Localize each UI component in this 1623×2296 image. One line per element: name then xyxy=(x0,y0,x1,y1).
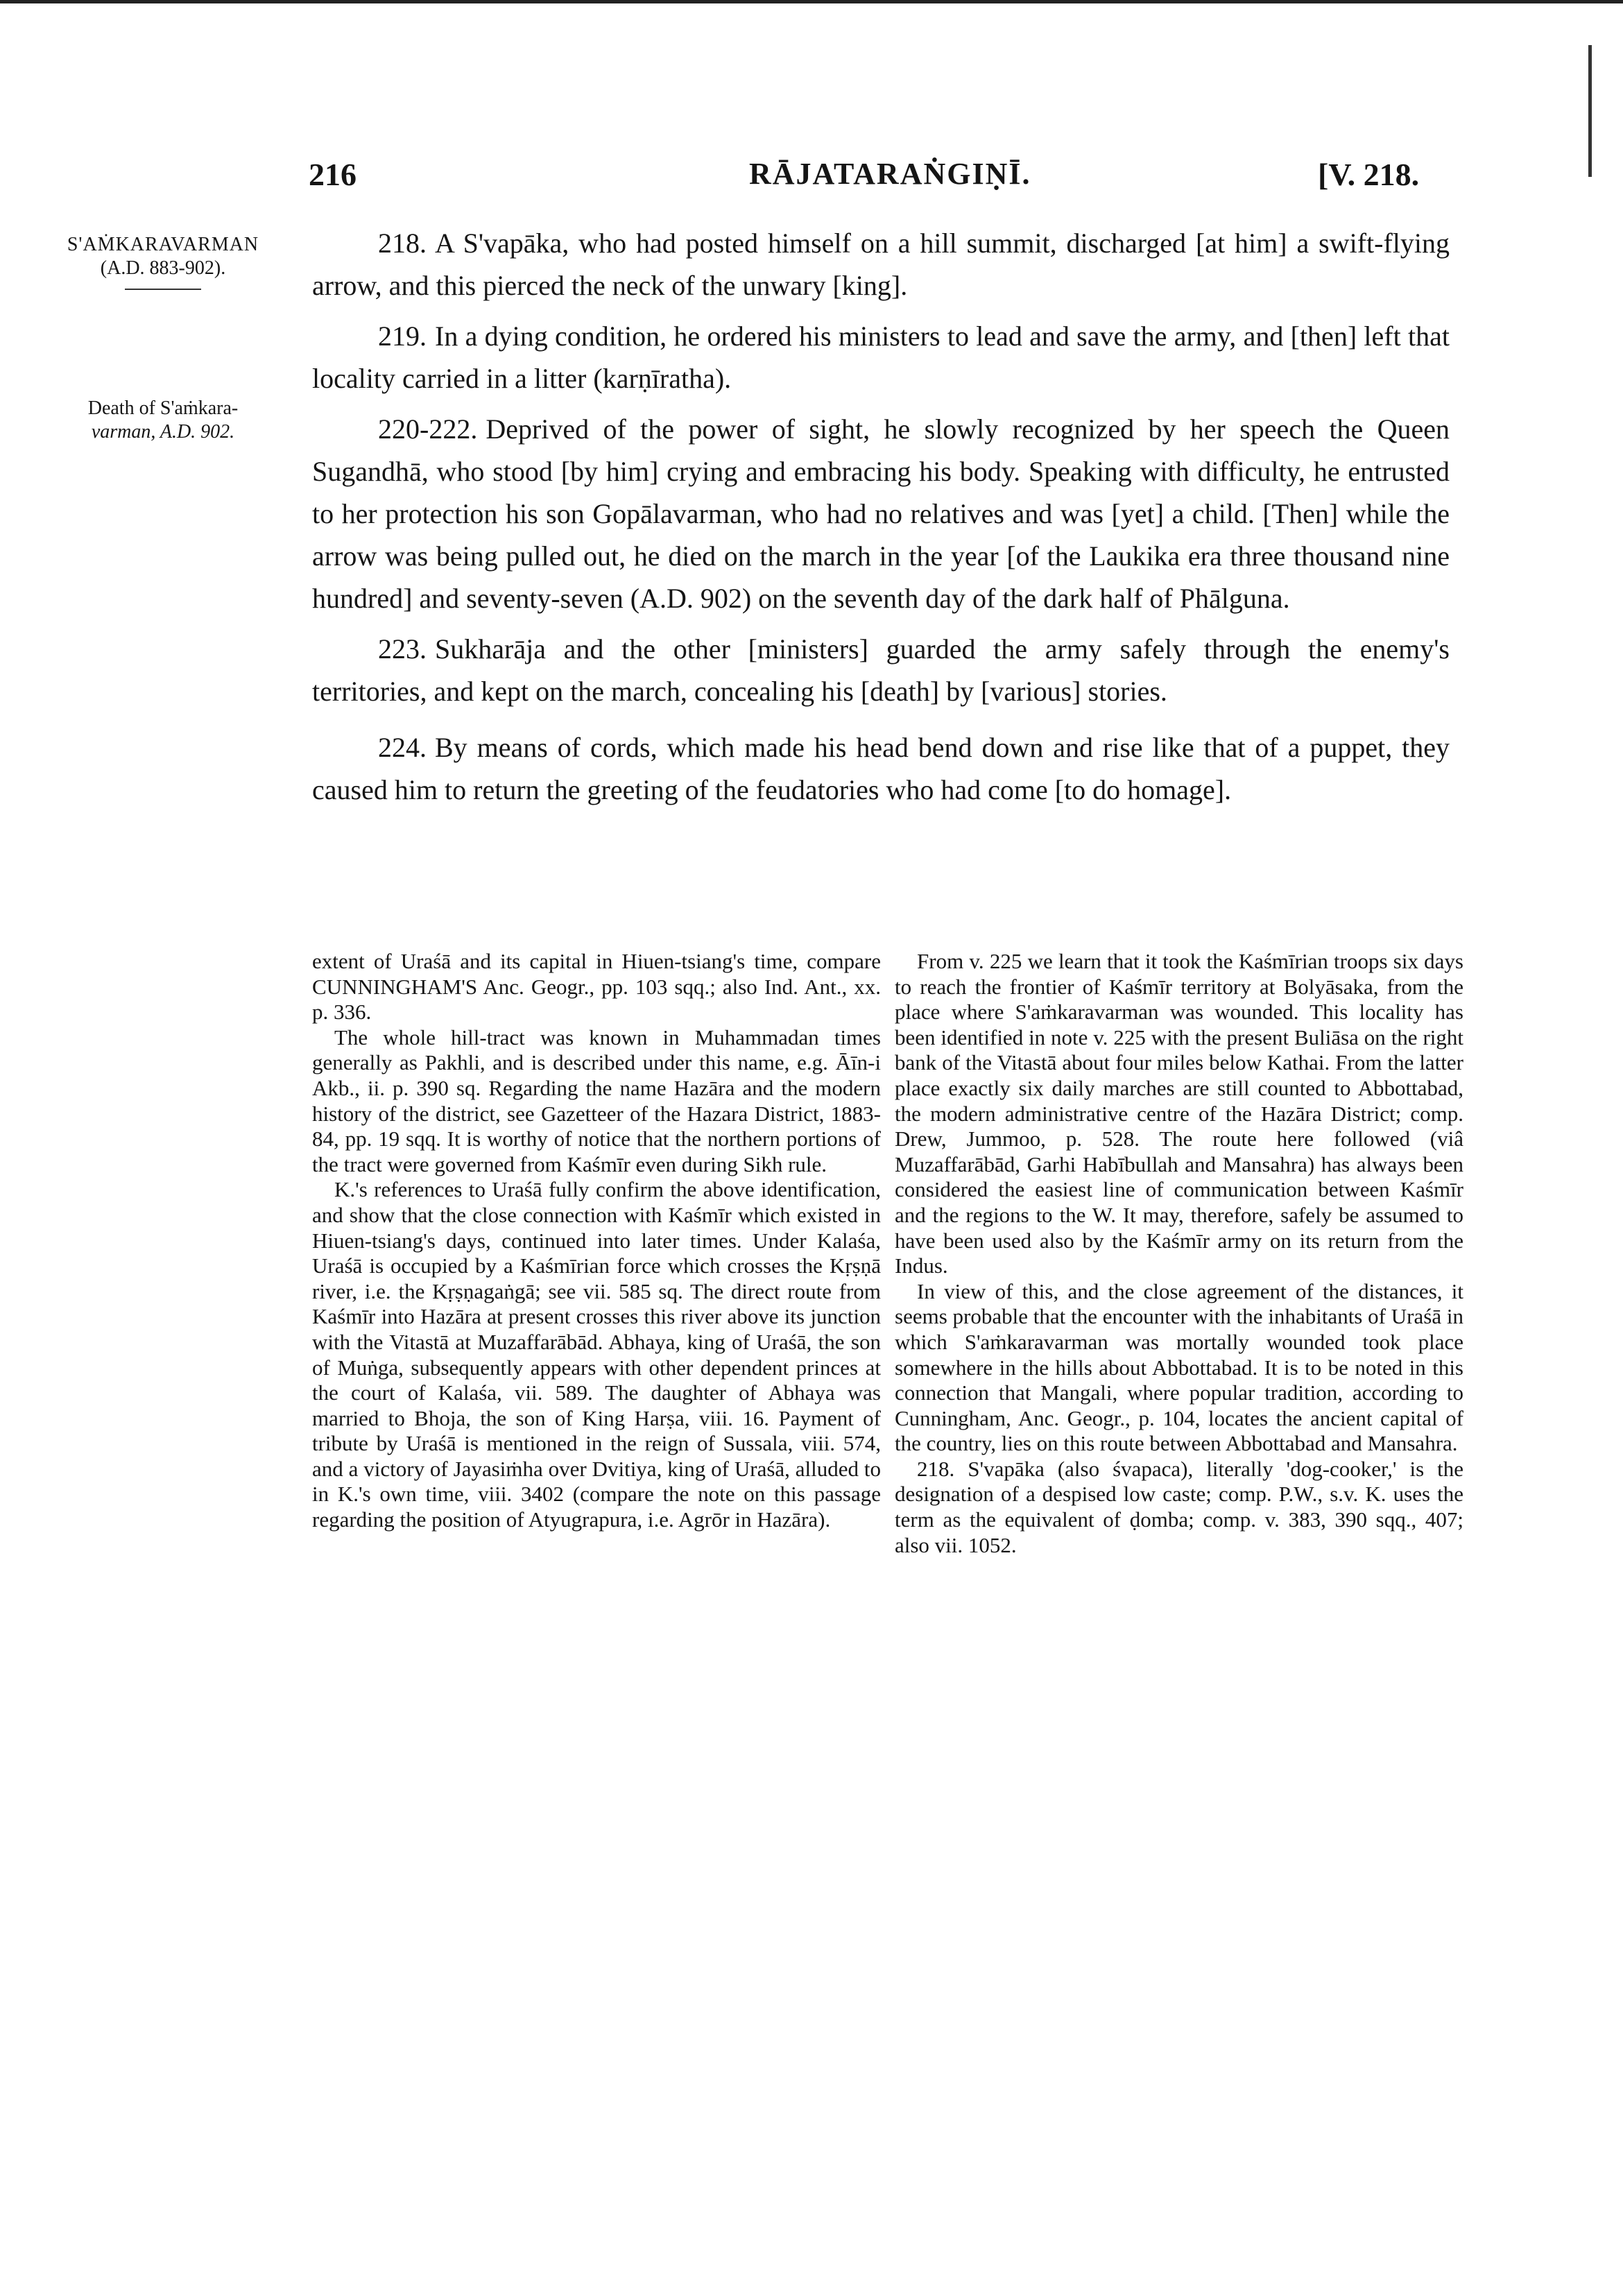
verse-220-222 xyxy=(312,408,1450,619)
main-translation-text xyxy=(312,222,1450,811)
note-paragraph: From v. 225 we learn that it took the Kaśmīrian troops six days to reach the frontier of Kaśmīr territory at Bolyāsaka, from the place where S'aṁkaravarman was wounded. This locality has been identified in note v. 225 with the present Buliāsa on the right bank of the Vitastā about four miles below Kathai. From the latter place exactly six daily marches are still counted to Abbottabad, the modern administrative centre of the Hazāra District; comp. Drew, Jummoo, p. 528. The route here followed (viâ Muzaffarābād, Garhi Habībullah and Mansahra) has always been considered the easiest line of communication between Kaśmīr and the regions to the W. It may, therefore, safely be assumed to have been used also by the Kaśmīr army on its return from the Indus. xyxy=(895,949,1463,1278)
right-edge-rule xyxy=(1588,45,1592,177)
margin-note-king-name: S'AṀKARAVARMAN xyxy=(67,234,259,255)
margin-note-king-dates: (A.D. 883-902). xyxy=(100,257,226,279)
verse-text: Deprived of the power of sight, he slowly recognized by her speech the Queen Sugandhā, who stood [by him] crying and embracing his body. Speaking with difficulty, he entrusted to her protection his son Gopālavarman, who had no relatives and was [yet] a child. [Then] while the arrow was being pulled out, he died on the march in the year [of the Laukika era three thousand nine hundred] and seventy-seven (A.D. 902) on the seventh day of the dark half of Phālguna. xyxy=(312,413,1450,614)
verse-text: By means of cords, which made his head bend down and rise like that of a puppet, they caused him to return the greeting of the feudatories who had come [to do homage]. xyxy=(312,732,1450,805)
footnotes-left-column xyxy=(312,949,881,1533)
page-number: 216 xyxy=(309,157,357,192)
footnotes-right-column xyxy=(895,949,1463,1558)
section-reference: [V. 218. xyxy=(1318,157,1420,192)
top-border-rule xyxy=(0,0,1623,3)
verse-number: 223. xyxy=(378,633,427,665)
note-paragraph: In view of this, and the close agreement of the distances, it seems probable that the encounter with the inhabitants of Uraśā in which S'aṁkaravarman was mortally wounded took place somewhere in the hills about Abbottabad. It is to be noted in this connection that Mangali, where popular tradition, according to Cunningham, Anc. Geogr., p. 104, locates the ancient capital of the country, lies on this route between Abbottabad and Mansahra. xyxy=(895,1278,1463,1456)
note-paragraph: 218. S'vapāka (also śvapaca), literally 'dog-cooker,' is the designation of a despised low caste; comp. P.W., s.v. K. uses the term as the equivalent of ḍomba; comp. v. 383, 390 sqq., 407; also vii. 1052. xyxy=(895,1456,1463,1557)
verse-number: 224. xyxy=(378,732,427,763)
running-title: RĀJATARAṄGIṆĪ. xyxy=(749,157,1031,191)
verse-219 xyxy=(312,315,1450,400)
margin-note-death xyxy=(49,397,277,444)
margin-note-rule xyxy=(125,289,201,290)
verse-224 xyxy=(312,726,1450,811)
verse-number: 219. xyxy=(378,320,427,352)
verse-text: A S'vapāka, who had posted himself on a hill summit, discharged [at him] a swift-flying arrow, and this pierced the neck of the unwary [king]. xyxy=(312,228,1450,301)
note-paragraph: extent of Uraśā and its capital in Hiuen-tsiang's time, compare CUNNINGHAM'S Anc. Geogr., pp. 103 sqq.; also Ind. Ant., xx. p. 336. xyxy=(312,949,881,1025)
margin-note-death-line1: Death of S'aṁkara- xyxy=(87,397,239,419)
verse-number: 220-222. xyxy=(378,413,478,445)
verse-number: 218. xyxy=(378,228,427,259)
verse-text: In a dying condition, he ordered his ministers to lead and save the army, and [then] left that locality carried in a litter (karṇīratha). xyxy=(312,320,1450,394)
note-paragraph: K.'s references to Uraśā fully confirm the above identification, and show that the close connection with Kaśmīr which existed in Hiuen-tsiang's days, continued into later times. Under Kalaśa, Uraśā is occupied by a Kaśmīrian force which crosses the Kṛṣṇā river, i.e. the Kṛṣṇagaṅgā; see vii. 585 sq. The direct route from Kaśmīr into Hazāra at present crosses this river above its junction with the Vitastā at Muzaffarābād. Abhaya, king of Uraśā, the son of Muṅga, subsequently appears with other dependent princes at the court of Kalaśa, vii. 589. The daughter of Abhaya was married to Bhoja, the son of King Harṣa, viii. 16. Payment of tribute by Uraśā is mentioned in the reign of Sussala, viii. 574, and a victory of Jayasiṁha over Dvitiya, king of Uraśā, alluded to in K.'s own time, viii. 3402 (compare the note on this passage regarding the position of Atyugrapura, i.e. Agrōr in Hazāra). xyxy=(312,1177,881,1532)
margin-note-reign xyxy=(49,233,277,290)
margin-note-death-line2: varman, A.D. 902. xyxy=(91,421,235,443)
note-paragraph: The whole hill-tract was known in Muhammadan times generally as Pakhli, and is described under this name, e.g. Āīn-i Akb., ii. p. 390 sq. Regarding the name Hazāra and the modern history of the district, see Gazetteer of the Hazara District, 1883-84, pp. 19 sqq. It is worthy of notice that the northern portions of the tract were governed from Kaśmīr even during Sikh rule. xyxy=(312,1025,881,1176)
verse-text: Sukharāja and the other [ministers] guarded the army safely through the enemy's territories, and kept on the march, concealing his [death] by [various] stories. xyxy=(312,633,1450,707)
verse-223 xyxy=(312,628,1450,712)
verse-218 xyxy=(312,222,1450,307)
